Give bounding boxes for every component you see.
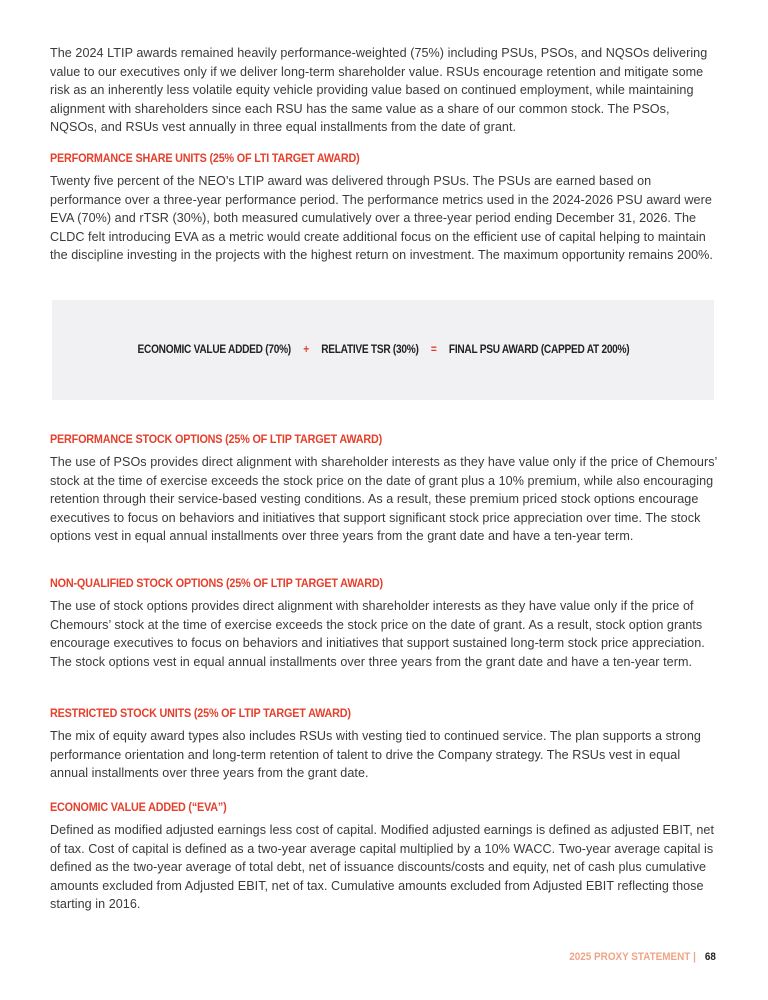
nqso-paragraph: The use of stock options provides direct alignment with shareholder interests as they have value only if the price of Chemours’ stock at the time of exercise exceeds the stock price on the date of grant. As a result, stock option grants encourage executives to focus on behaviors and initiatives that support sustained long-term stock price appreciation. The stock options vest in equal annual installments over three years from the grant date and have a ten-year term. (50, 599, 705, 669)
page-number: 68 (704, 951, 716, 963)
psu-formula (137, 344, 629, 356)
footer-label: 2025 PROXY STATEMENT | (569, 951, 696, 963)
psu-heading: PERFORMANCE SHARE UNITS (25% OF LTI TARGET AWARD) (50, 151, 360, 165)
eva-paragraph: Defined as modified adjusted earnings less cost of capital. Modified adjusted earnings is defined as adjusted EBIT, net of tax. Cost of capital is defined as a two-year average capital multiplied by a 10% WACC. Two-year average capital is defined as the two-year average of total debt, net of issuance discounts/costs and equity, net of cash plus cumulative amounts excluded from Adjusted EBIT, net of tax. Cumulative amounts excluded from Adjusted EBIT reflecting those starting in 2016. (50, 823, 715, 912)
eva-section (50, 800, 720, 914)
rsu-heading: RESTRICTED STOCK UNITS (25% OF LTIP TARGET AWARD) (50, 706, 351, 720)
psu-formula-box (52, 300, 714, 400)
pso-heading: PERFORMANCE STOCK OPTIONS (25% OF LTIP TARGET AWARD) (50, 432, 383, 446)
nqso-section (50, 576, 720, 671)
equals-sign: = (430, 344, 437, 356)
psu-paragraph: Twenty five percent of the NEO’s LTIP award was delivered through PSUs. The PSUs are earned based on performance over a three-year performance period. The performance metrics used in the 2024-2026 PSU award were EVA (70%) and rTSR (30%), both measured cumulatively over a three-year period ending December 31, 2026. The CLDC felt introducing EVA as a metric would create additional focus on the efficient use of capital helping to maintain the discipline investing in the projects with the highest return on investment. The maximum opportunity remains 200%. (50, 174, 713, 263)
plus-sign: + (302, 344, 309, 356)
formula-term-tsr: RELATIVE TSR (30%) (320, 344, 419, 356)
formula-term-eva: ECONOMIC VALUE ADDED (70%) (137, 344, 291, 356)
pso-paragraph: The use of PSOs provides direct alignment with shareholder interests as they have value only if the price of Chemours’ stock at the time of exercise exceeds the stock price on the date of grant plus a 10% premium, while also encouraging retention through their service-based vesting conditions. As a result, these premium priced stock options encourage executives to focus on behaviors and initiatives that support significant stock price appreciation over time. The stock options vest in equal annual installments over three years from the grant date and have a ten-year term. (50, 455, 717, 544)
pso-section (50, 432, 720, 546)
rsu-section (50, 706, 720, 783)
intro-paragraph: The 2024 LTIP awards remained heavily performance-weighted (75%) including PSUs, PSOs, and NQSOs delivering value to our executives only if we deliver long-term shareholder value. RSUs encourage retention and mitigate some risk as an inherently less volatile equity vehicle providing value based on continued employment, while maintaining alignment with shareholders since each RSU has the same value as a share of our common stock. The PSOs, NQSOs, and RSUs vest annually in three equal installments from the date of grant. (50, 46, 708, 135)
nqso-heading: NON-QUALIFIED STOCK OPTIONS (25% OF LTIP TARGET AWARD) (50, 576, 383, 590)
eva-heading: ECONOMIC VALUE ADDED (“EVA”) (50, 800, 227, 814)
rsu-paragraph: The mix of equity award types also includes RSUs with vesting tied to continued service. The plan supports a strong performance orientation and long-term retention of talent to drive the Company strategy. The RSUs vest in equal annual installments over three years from the grant date. (50, 729, 701, 781)
formula-result: FINAL PSU AWARD (CAPPED AT 200%) (448, 344, 629, 356)
page-footer (569, 951, 716, 963)
intro-section (50, 44, 720, 137)
psu-section (50, 151, 720, 265)
